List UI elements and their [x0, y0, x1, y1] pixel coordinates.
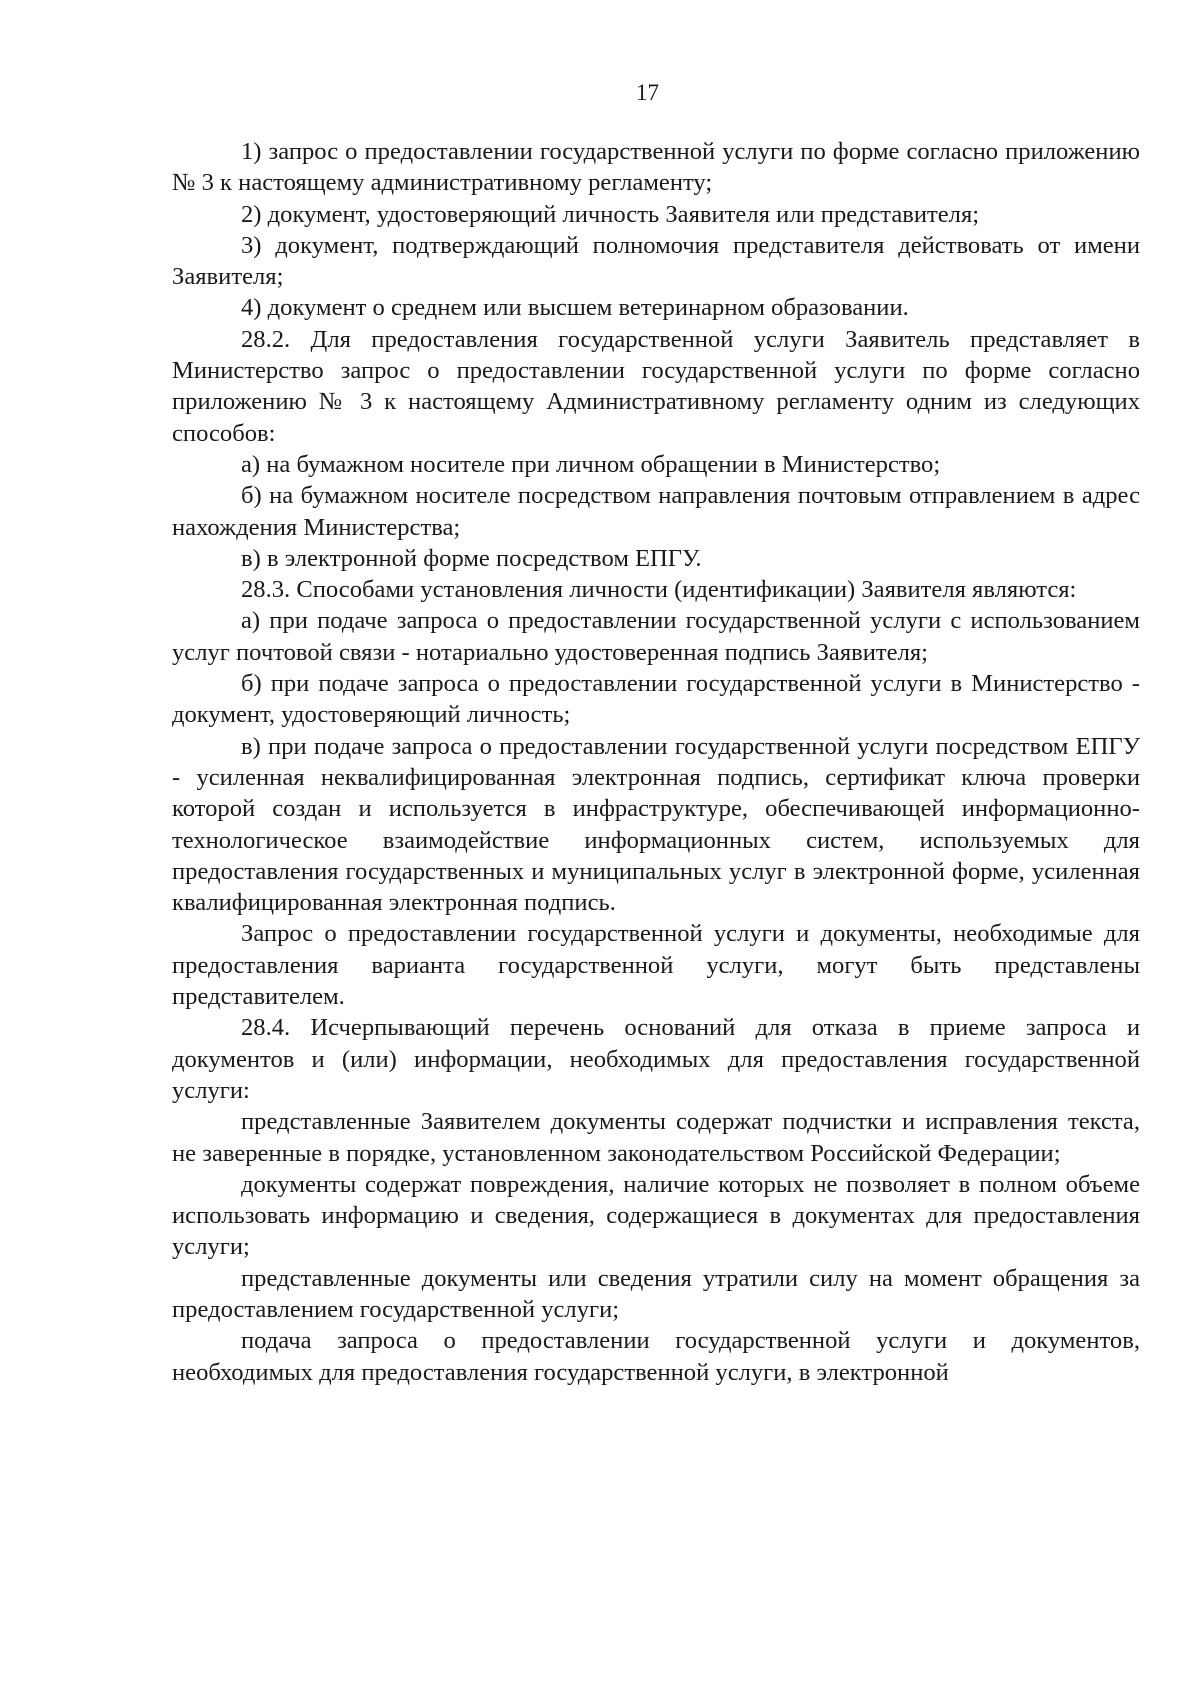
- paragraph-item-1-request: 1) запрос о предоставлении государственной услуги по форме согласно приложению № 3 к настоящему административному регламенту;: [172, 138, 1140, 197]
- paragraph-item-4-education-document: 4) документ о среднем или высшем ветеринарном образовании.: [241, 294, 909, 322]
- paragraph-28-2-b: б) на бумажном носителе посредством направления почтовым отправлением в адрес нахождения Министерства;: [172, 482, 1140, 541]
- paragraph-28-2-a: а) на бумажном носителе при личном обращении в Министерство;: [241, 450, 941, 478]
- paragraph-refusal-expired: представленные документы или сведения утратили силу на момент обращения за предоставлением государственной услуги;: [172, 1264, 1140, 1323]
- paragraph-28-3-b: б) при подаче запроса о предоставлении государственной услуги в Министерство - документ, удостоверяющий личность;: [172, 670, 1140, 729]
- paragraph-refusal-electronic: подача запроса о предоставлении государственной услуги и документов, необходимых для предоставления государственной услуги, в электронной: [172, 1327, 1140, 1386]
- document-body: [172, 136, 1140, 1388]
- paragraph-item-2-identity-document: 2) документ, удостоверяющий личность Заявителя или представителя;: [241, 200, 980, 228]
- paragraph-representative: Запрос о предоставлении государственной услуги и документы, необходимые для предоставления варианта государственной услуги, могут быть представлены представителем.: [172, 920, 1140, 1011]
- paragraph-item-3-authority-document: 3) документ, подтверждающий полномочия представителя действовать от имени Заявителя;: [172, 231, 1140, 291]
- paragraph-refusal-corrections: представленные Заявителем документы содержат подчистки и исправления текста, не заверенные в порядке, установленном законодательством Российской Федерации;: [172, 1108, 1140, 1167]
- paragraph-refusal-damage: документы содержат повреждения, наличие которых не позволяет в полном объеме использовать информацию и сведения, содержащиеся в документах для предоставления услуги;: [172, 1170, 1140, 1261]
- paragraph-28-3: 28.3. Способами установления личности (идентификации) Заявителя являются:: [241, 576, 1077, 604]
- paragraph-28-2-v: в) в электронной форме посредством ЕПГУ.: [241, 544, 702, 572]
- paragraph-28-3-v: в) при подаче запроса о предоставлении государственной услуги посредством ЕПГУ - усиленная неквалифицированная электронная подпись, сертификат ключа проверки которой создан и используется в инфраструктуре, обеспечивающей информационно-технологическое взаимодействие информационных систем, используемых для предоставления государственных и муниципальных услуг в электронной форме, усиленная квалифицированная электронная подпись.: [172, 732, 1140, 917]
- paragraph-28-4: 28.4. Исчерпывающий перечень оснований для отказа в приеме запроса и документов и (или) информации, необходимых для предоставления государственной услуги:: [172, 1014, 1140, 1104]
- paragraph-28-3-a: а) при подаче запроса о предоставлении государственной услуги с использованием услуг почтовой связи - нотариально удостоверенная подпись Заявителя;: [172, 607, 1140, 666]
- paragraph-28-2: 28.2. Для предоставления государственной услуги Заявитель представляет в Министерство запрос о предоставлении государственной услуги по форме согласно приложению № 3 к настоящему Административному регламенту одним из следующих способов:: [172, 325, 1140, 447]
- page-number: 17: [636, 80, 659, 105]
